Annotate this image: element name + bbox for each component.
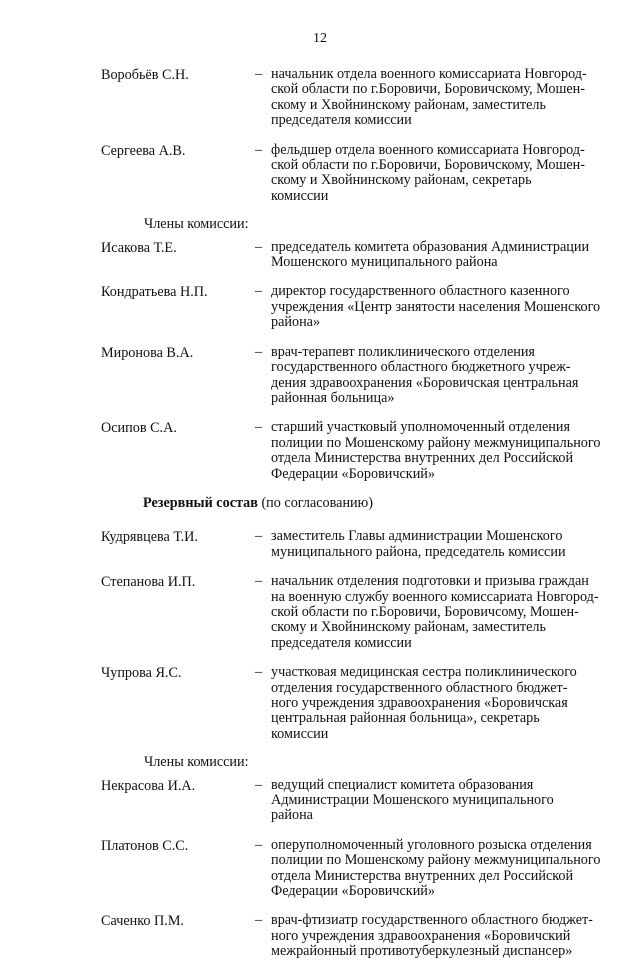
reserve-note: (по согласованию) xyxy=(257,494,373,511)
member-role: председатель комитета образования Администрации Мошенского муниципального района xyxy=(271,238,590,271)
member-name: Воробьёв С.Н. xyxy=(101,67,189,83)
dash: – xyxy=(255,141,263,158)
dash: – xyxy=(255,343,263,360)
dash: – xyxy=(255,573,263,590)
dash: – xyxy=(255,419,263,436)
member-name: Саченко П.М. xyxy=(101,913,184,930)
member-entry xyxy=(101,913,611,959)
member-name: Платонов С.С. xyxy=(101,837,189,854)
dash: – xyxy=(255,283,263,300)
member-name: Миронова В.А. xyxy=(101,344,194,361)
member-entry xyxy=(101,420,611,482)
member-name: Осипов С.А. xyxy=(101,420,177,437)
member-role: фельдшер отдела военного комиссариата Новгород- ской области по г.Боровичи, Боровичскому, Мошен- скому и Хвойнинскому районам, секретарь комиссии xyxy=(271,141,585,204)
member-name: Некрасова И.А. xyxy=(101,777,196,794)
member-role: ведущий специалист комитета образования Администрации Мошенского муниципального района xyxy=(271,776,554,824)
member-role: участковая медицинская сестра поликлинического отделения государственного областного бюджет- ного учреждения здравоохранения «Боровичская центральная районная больница», секретарь комиссии xyxy=(271,664,577,742)
members-label: Члены комиссии: xyxy=(144,216,249,233)
member-entry xyxy=(101,574,611,651)
member-name: Кондратьева Н.П. xyxy=(101,284,208,301)
member-entry xyxy=(101,778,611,824)
member-role: начальник отдела военного комиссариата Новгород- ской области по г.Боровичи, Боровичскому, Мошен- скому и Хвойнинскому районам, заместитель председателя комиссии xyxy=(271,66,587,129)
member-entry xyxy=(101,240,611,271)
member-role: директор государственного областного казенного учреждения «Центр занятости населения Мошенского района» xyxy=(271,283,601,331)
dash: – xyxy=(255,776,263,793)
member-entry xyxy=(101,665,611,742)
dash: – xyxy=(255,912,263,929)
member-role: начальник отделения подготовки и призыва граждан на военную службу военного комиссариата Новгород- ской области по г.Боровичи, Боровичсому, Мошен- скому и Хвойнинскому районам, заместитель председателя комиссии xyxy=(271,573,599,651)
member-entry xyxy=(101,284,611,330)
members-label: Члены комиссии: xyxy=(144,754,249,771)
member-name: Кудрявцева Т.И. xyxy=(101,529,198,546)
member-role: заместитель Главы администрации Мошенского муниципального района, председатель комиссии xyxy=(271,528,566,560)
member-entry xyxy=(101,529,611,560)
dash: – xyxy=(255,664,263,681)
member-entry xyxy=(101,345,611,407)
dash: – xyxy=(255,836,263,853)
member-name: Сергеева А.В. xyxy=(101,142,186,159)
member-entry xyxy=(101,838,611,900)
document-body xyxy=(101,67,611,974)
reserve-heading xyxy=(101,496,611,511)
member-entry xyxy=(101,67,611,129)
dash: – xyxy=(255,238,263,255)
member-entry xyxy=(101,143,611,205)
reserve-title: Резервный состав xyxy=(143,494,258,511)
member-role: врач-фтизиатр государственного областного бюджет- ного учреждения здравоохранения «Боровичский межрайонный противотуберкулезный диспансер» xyxy=(271,912,593,960)
page-number: 12 xyxy=(313,31,327,46)
member-role: врач-терапевт поликлинического отделения государственного областного бюджетного учреж- дения здравоохранения «Боровичская центральная районная больница» xyxy=(271,343,579,406)
dash: – xyxy=(255,528,263,545)
member-role: старший участковый уполномоченный отделения полиции по Мошенскому району межмуниципального отдела Министерства внутренних дел Российской Федерации «Боровичский» xyxy=(271,419,601,482)
member-role: оперуполномоченный уголовного розыска отделения полиции по Мошенскому району межмуниципального отдела Министерства внутренних дел Российской Федерации «Боровичский» xyxy=(271,836,601,900)
dash: – xyxy=(255,66,263,82)
member-name: Степанова И.П. xyxy=(101,574,196,591)
member-name: Исакова Т.Е. xyxy=(101,239,177,256)
member-name: Чупрова Я.С. xyxy=(101,665,182,682)
